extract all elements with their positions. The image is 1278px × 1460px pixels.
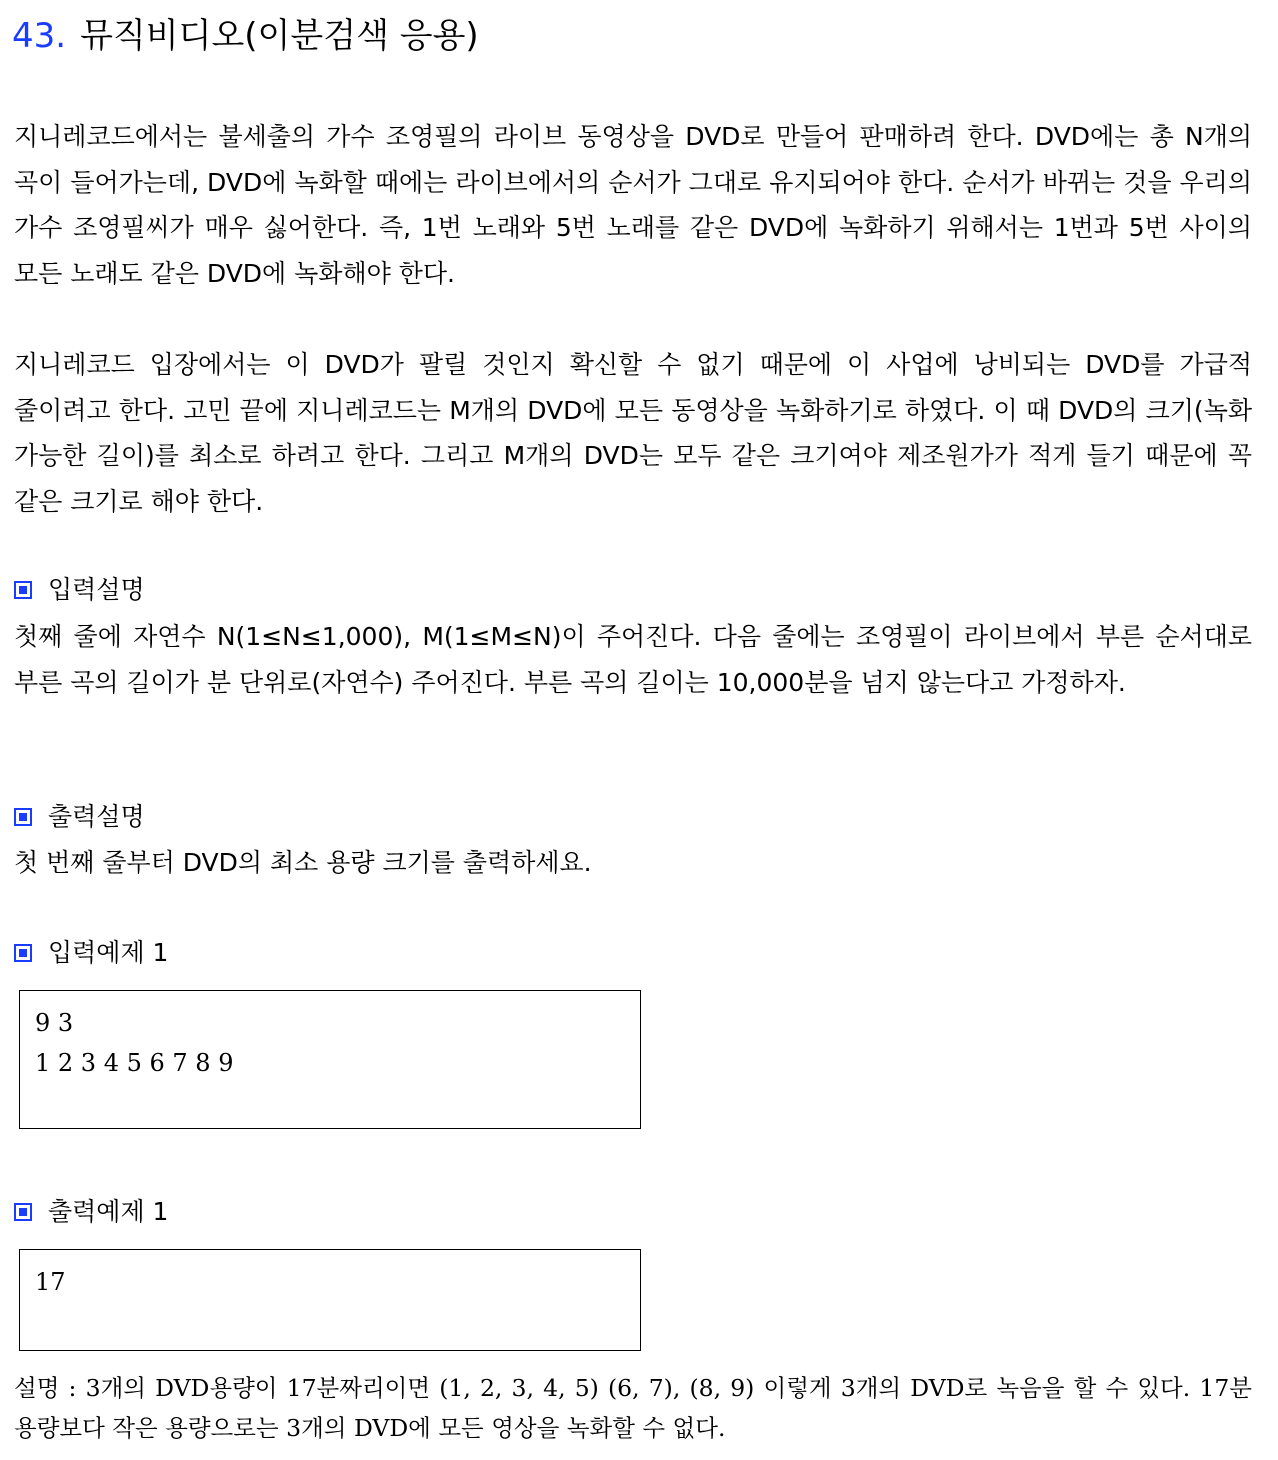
input-example-box: 9 3 1 2 3 4 5 6 7 8 9: [19, 990, 641, 1129]
problem-number: 43.: [12, 16, 67, 56]
input-description-text: 첫째 줄에 자연수 N(1≤N≤1,000), M(1≤M≤N)이 주어진다. 다음 줄에는 조영필이 라이브에서 부른 순서대로 부른 곡의 길이가 분 단위로(자연수) 주어진다. 부른 곡의 길이는 10,000분을 넘지 않는다고 가정하자.: [14, 622, 1252, 697]
input-example-heading: [14, 933, 168, 973]
square-bullet-icon: [14, 944, 32, 962]
output-example-heading: [14, 1192, 168, 1232]
description-paragraph-2: 지니레코드 입장에서는 이 DVD가 팔릴 것인지 확신할 수 없기 때문에 이 사업에 낭비되는 DVD를 가급적 줄이려고 한다. 고민 끝에 지니레코드는 M개의 DVD에 모든 동영상을 녹화하기로 하였다. 이 때 DVD의 크기(녹화 가능한 길이)를 최소로 하려고 한다. 그리고 M개의 DVD는 모두 같은 크기여야 제조원가가 적게 들기 때문에 꼭 같은 크기로 해야 한다.: [14, 350, 1252, 516]
square-bullet-icon: [14, 581, 32, 599]
square-bullet-icon: [14, 808, 32, 826]
input-description-heading-label: 입력설명: [48, 575, 145, 604]
explanation-text: 설명 : 3개의 DVD용량이 17분짜리이면 (1, 2, 3, 4, 5) (6, 7), (8, 9) 이렇게 3개의 DVD로 녹음을 할 수 있다. 17분 용량보다 작은 용량으로는 3개의 DVD에 모든 영상을 녹화할 수 없다.: [14, 1374, 1252, 1442]
problem-title: 뮤직비디오(이분검색 응용): [80, 16, 479, 56]
page-title: [12, 14, 479, 58]
output-description-text: 첫 번째 줄부터 DVD의 최소 용량 크기를 출력하세요.: [14, 848, 592, 877]
input-example-heading-label: 입력예제 1: [48, 938, 169, 967]
description-paragraph-1: 지니레코드에서는 불세출의 가수 조영필의 라이브 동영상을 DVD로 만들어 판매하려 한다. DVD에는 총 N개의 곡이 들어가는데, DVD에 녹화할 때에는 라이브에서의 순서가 그대로 유지되어야 한다. 순서가 바뀌는 것을 우리의 가수 조영필씨가 매우 싫어한다. 즉, 1번 노래와 5번 노래를 같은 DVD에 녹화하기 위해서는 1번과 5번 사이의 모든 노래도 같은 DVD에 녹화해야 한다.: [14, 122, 1252, 288]
input-description-heading: [14, 570, 145, 610]
output-example-heading-label: 출력예제 1: [48, 1197, 169, 1226]
output-description-heading: [14, 797, 145, 837]
square-bullet-icon: [14, 1203, 32, 1221]
output-description-heading-label: 출력설명: [48, 802, 145, 831]
output-example-box: 17: [19, 1249, 641, 1351]
